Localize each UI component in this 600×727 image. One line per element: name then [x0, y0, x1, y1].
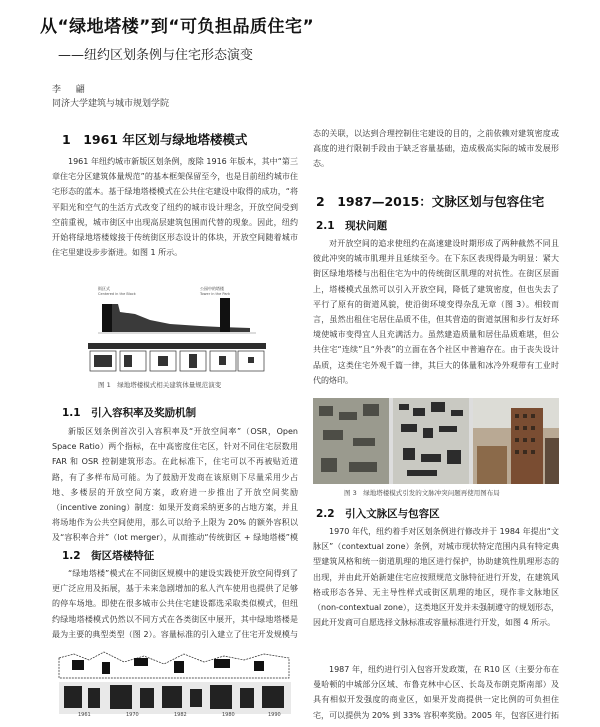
section-2-2-heading: 2.2 引入文脉区与包容区	[316, 508, 440, 520]
fig2-year-3: 1982	[174, 712, 187, 718]
section-2-heading: 2 1987—2015：文脉区划与包容住宅	[316, 194, 545, 209]
fig1-label-right-en: Tower in the Park	[200, 292, 230, 296]
figure-1-plans	[88, 350, 266, 372]
fig1-label-left-en: Centered in the Block	[98, 292, 136, 296]
fig3-lowrise	[477, 446, 507, 484]
fig1-tower-right	[220, 298, 230, 332]
fig2-year-5: 1990	[268, 712, 281, 718]
section-1-1-heading: 1.1 引入容积率及奖励机制	[62, 407, 197, 419]
fig2-block-3	[134, 658, 148, 666]
section-1-1-body	[52, 424, 298, 544]
section-2-1-body	[313, 236, 559, 392]
figure-1-diagram	[90, 282, 262, 342]
fig1-plan-4-block	[189, 354, 197, 368]
paragraph: 1987 年，纽约进行引入包容开发政策，在 R10 区（主要分布在曼哈顿的中城部分区域、布鲁克林中心区、长岛及布朗克斯南部）及具有相似开发强度的商业区，如果开发商提供一定比例的可负担住宅，可以提供为 20% 到 33% 容积率奖励。2005 年，包容区进行拓	[313, 665, 559, 720]
figure-2-diagram	[54, 648, 296, 720]
section-1-body	[52, 154, 298, 278]
figure-3	[313, 398, 559, 484]
paragraph: 对开放空间的追求使纽约在高速建设时期形成了两种截然不同且彼此冲突的城市肌理并且延续至今。在下东区表现得最为明显：紧大街区绿地塔楼与出租住宅为中的传统街区肌理的对抗性。在街区层面上，塔楼模式虽然可以引入开放空间，降低了建筑密度，但也失去了平行了原有的街道风貌，使沿街环境变得杂乱无章（图 3）。相较而言，虽然出租住宅居住品质不佳，但其营造的街道氛围和步行友好环境使城市变得宜人且充满活力。虽然建造质量和居住品质难堪，但公共住宅“连续”且“外表”的立面在各个社区中普遍存在。由于丧失设计品质，这类住宅外观千篇一律，其巨大的体量和冰冷外观带有工业时代的烙印。	[313, 239, 559, 385]
affiliation: 同济大学建筑与城市规划学院	[52, 99, 170, 109]
fig2-block-6	[254, 661, 264, 671]
paragraph: “绿地塔楼”模式在不同街区规模中的建设实践使开放空间得到了更广泛应用及拓展，基于未来急剧增加的私人汽车使用也提供了足够的停车场地。即使在很多城市公共住宅建设都选采取类似模式，但纽约绿地塔楼模式仍然以不同方式在各类街区中展开，其中绿地塔楼是最为主要的典型类型（图 2）。容量标准的引入建立了住宅开发规模与	[52, 569, 298, 639]
fig1-plan-1-block	[94, 355, 112, 367]
fig1-plan-3-block	[158, 356, 168, 366]
page-title: 从“绿地塔楼”到“可负担品质住宅”	[40, 17, 315, 37]
figure-2	[54, 648, 296, 720]
fig1-plan-6-block	[248, 357, 254, 363]
figure-3-photos	[313, 398, 559, 484]
figure-1-timebar	[88, 343, 266, 349]
fig2-year-1: 1961	[78, 712, 91, 718]
paragraph: 新版区划条例首次引入容积率及“开放空间率”（OSR，Open Space Ratio）两个指标，在中高密度住宅区，针对不同住宅层数用 FAR 和 OSR 控制建筑形态。在此标准下，住宅可以不再被贴近道路，有了多样布局可能。为了鼓励开发商在该原则下尽量采用少占地、多楼层的开放空间方案，政府进一步推出了开放空间奖励（incentive zoning）制度：如果开发商采纳更多的占地方案，并且将场地作为公共空间使用，那么可以给予上限为 20% 的额外容积以及“容积率合并”（lot merger），从而推动“传统街区 + 绿地塔楼”模	[52, 427, 298, 543]
col2-continuation	[313, 126, 559, 174]
fig3-tower	[511, 408, 543, 484]
figure-1	[90, 282, 262, 342]
paragraph: 1970 年代，纽约着手对区划条例进行修改并于 1984 年提出“文脉区”（contextual zone）条例，对城市现状特定范围内具有特定典型建筑风格和统一街道肌理的地区进行保护，协助建筑性肌理形态的出现，并由此开始新建住宅应按照规范文脉特征进行开发，在建筑风格或形态各异、无主导性样式或街区肌理的地区，现作非文脉地区（non-contextual zone），这类地区开发并未强制遵守的规划形态，因此开发商可自愿选择文脉标准或容量标准进行开发，如图 4 所示。	[313, 527, 559, 628]
fig2-year-4: 1980	[222, 712, 235, 718]
figure-1-caption: 图 1 绿地塔楼模式相关建筑体量规范演变	[98, 381, 222, 389]
paragraph: 1961 年纽约城市新版区划条例，废除 1916 年版本，其中“第三章住宅分区建筑体量规范”的基本框架保留至今，也是目前纽约城市住宅形态的蓝本。基于绿地塔楼模式在公共住宅建设中取得的成功，“将平阳光和空气的生活方式改变了纽约的城市设计理念，开放空间受到空前重视，城市街区中出现高层建筑包围而代替的现象。因此，纽约开始将绿地塔楼嫁接于传统街区形态设计的体块，开放空间随着城市住宅里建设步步渐进。如图 1 所示。	[52, 157, 298, 258]
fig1-plan-5-block	[219, 356, 226, 365]
fig2-year-2: 1970	[126, 712, 139, 718]
author: 李 翩	[52, 85, 85, 95]
section-2-2-body	[313, 524, 559, 660]
fig3-building-right	[545, 438, 559, 484]
fig2-block-1	[72, 660, 84, 670]
fig2-strip-buildings	[64, 685, 284, 709]
figure-1-plans-svg	[88, 350, 266, 372]
fig1-label-right: 公园中的塔楼	[200, 286, 224, 291]
section-1-heading: 1 1961 年区划与绿地塔楼模式	[62, 132, 248, 147]
section-1-2-body	[52, 566, 298, 642]
section-2-2-body-2	[313, 662, 559, 725]
fig1-label-left: 街区式	[98, 286, 110, 291]
fig2-block-5	[214, 659, 230, 668]
section-1-2-heading: 1.2 街区塔楼特征	[62, 550, 155, 562]
fig1-tower-left	[102, 304, 112, 332]
page-subtitle: ——纽约区划条例与住宅形态演变	[58, 48, 254, 63]
fig2-block-4	[174, 661, 184, 673]
fig1-plan-2-block	[124, 355, 132, 367]
paragraph: 态的关联，以达到合理控制住宅建设的目的，之前依赖对建筑密度或高度的进行限制手段由于缺乏容量基础，造成极高实际的城市发展形态。	[313, 129, 559, 169]
fig2-block-2	[102, 662, 110, 674]
figure-3-caption: 图 3 绿地塔楼模式引发的文脉冲突问题再使用图布局	[344, 489, 500, 497]
section-2-1-heading: 2.1 现状问题	[316, 220, 388, 232]
fig1-plan-2	[120, 351, 146, 371]
